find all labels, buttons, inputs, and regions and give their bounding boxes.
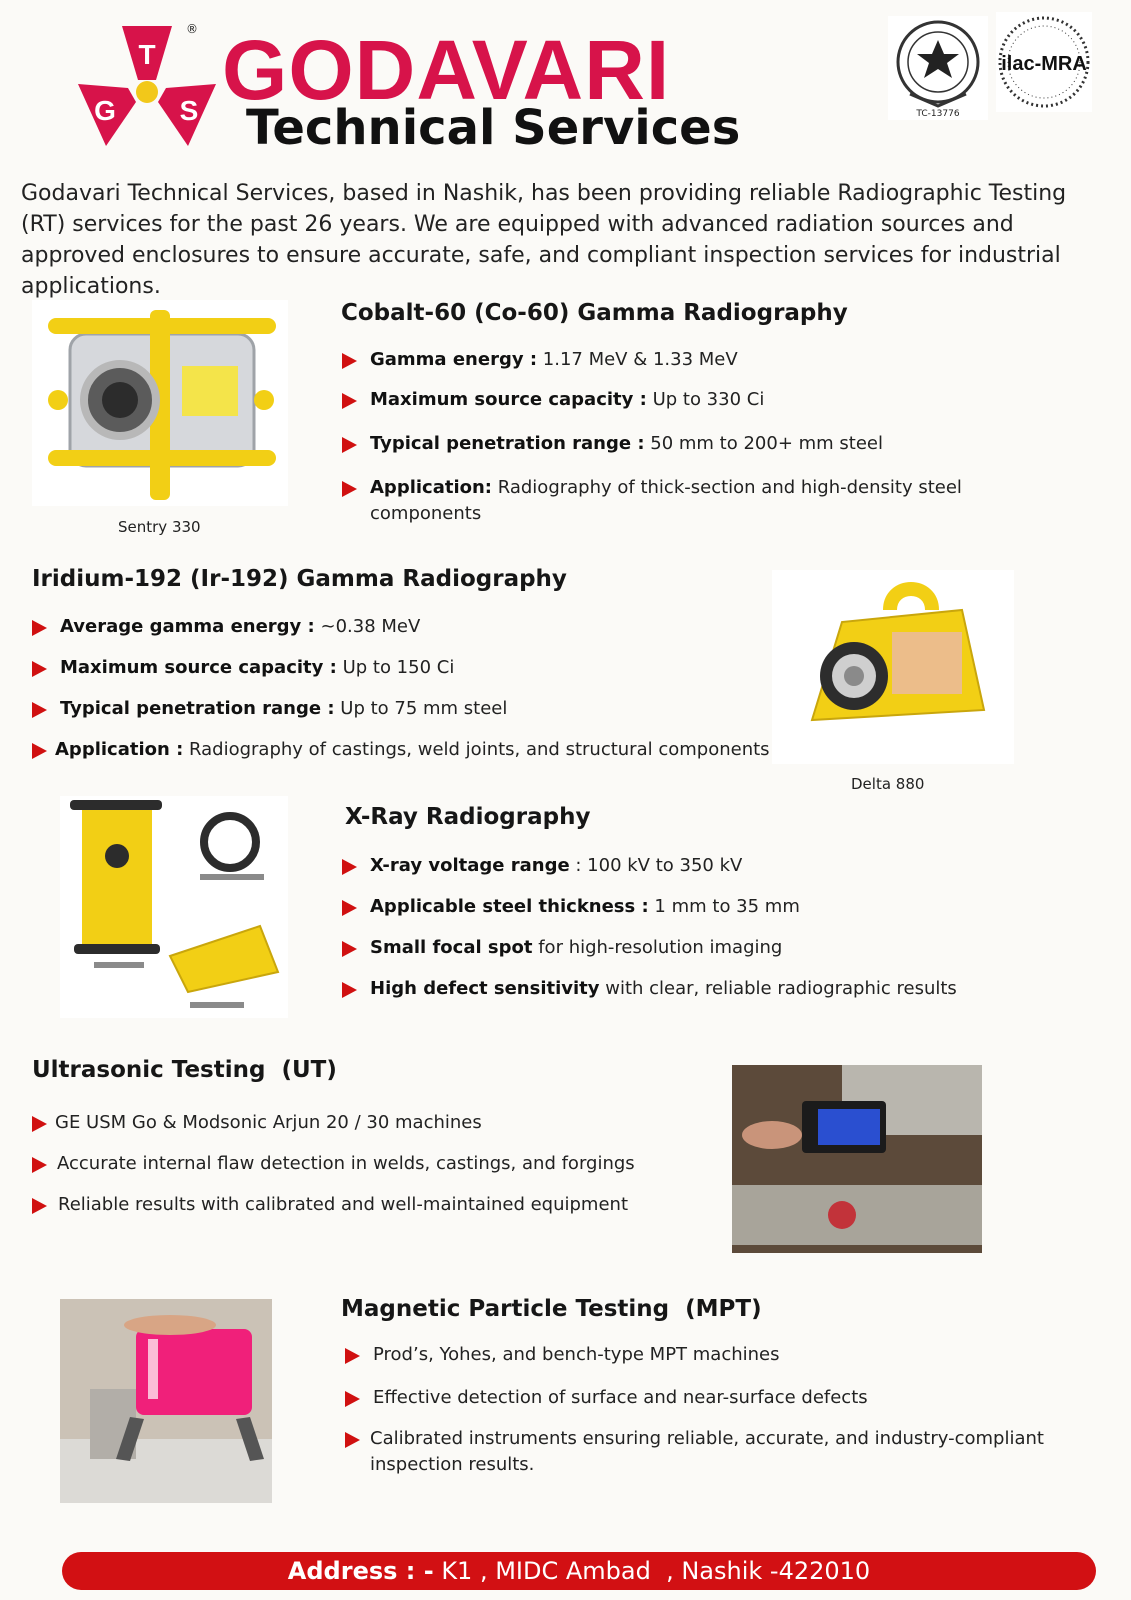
x-ray-heading: X-Ray Radiography [345, 804, 591, 830]
registered-mark: ® [186, 22, 198, 36]
company-logo [72, 22, 222, 152]
iridium-192-list [30, 614, 770, 763]
logo-letter-t: T [138, 39, 156, 70]
mpt-yoke-photo [60, 1299, 272, 1503]
sentry-330-image [32, 300, 288, 506]
x-ray-list [340, 853, 1060, 1002]
cobalt-60-list [340, 347, 1040, 527]
list-item: Calibrated instruments ensuring reliable, accurate, and industry-compliant inspection results. [343, 1426, 1063, 1478]
list-item: Prod’s, Yohes, and bench-type MPT machines [343, 1342, 1063, 1368]
cert-code: TC-13776 [916, 109, 960, 119]
list-item: Gamma energy : 1.17 MeV & 1.33 MeV [340, 347, 1040, 373]
list-item: Application : Radiography of castings, weld joints, and structural components [30, 737, 770, 763]
address-bar [62, 1552, 1096, 1590]
logo-letter-s: S [179, 95, 199, 126]
list-item: Effective detection of surface and near-surface defects [343, 1385, 1063, 1411]
list-item: Average gamma energy : ~0.38 MeV [30, 614, 770, 640]
iridium-192-heading: Iridium-192 (Ir-192) Gamma Radiography [32, 566, 567, 592]
delta-880-image [772, 570, 1014, 764]
list-item: Maximum source capacity : Up to 330 Ci [340, 387, 1040, 413]
list-item: High defect sensitivity with clear, reliable radiographic results [340, 976, 1060, 1002]
brand-name: GODAVARI [222, 23, 671, 117]
list-item: Application: Radiography of thick-section and high-density steel components [340, 475, 1040, 527]
list-item: Maximum source capacity : Up to 150 Ci [30, 655, 770, 681]
intro-paragraph: Godavari Technical Services, based in Nashik, has been providing reliable Radiographic Testing (RT) services for the past 26 years. We are equipped with advanced radiation sources and approved enclosures to ensure accurate, safe, and compliant inspection services for industrial applications. [21, 181, 1067, 299]
list-item: Typical penetration range : Up to 75 mm steel [30, 696, 770, 722]
list-item: GE USM Go & Modsonic Arjun 20 / 30 machines [30, 1110, 690, 1136]
nabl-certification-badge [888, 16, 988, 120]
brand-subtitle: Technical Services [246, 100, 741, 156]
mpt-list [343, 1342, 1063, 1478]
sentry-330-caption: Sentry 330 [118, 518, 201, 536]
list-item: X-ray voltage range : 100 kV to 350 kV [340, 853, 1060, 879]
x-ray-equipment-image [60, 796, 288, 1018]
delta-880-caption: Delta 880 [851, 775, 925, 793]
list-item: Accurate internal flaw detection in welds, castings, and forgings [30, 1151, 690, 1177]
list-item: Reliable results with calibrated and well-maintained equipment [30, 1192, 690, 1218]
ilac-mra-badge [996, 12, 1092, 112]
list-item: Small focal spot for high-resolution imaging [340, 935, 1060, 961]
address-label: Address : - [287, 1557, 434, 1585]
list-item: Applicable steel thickness : 1 mm to 35 mm [340, 894, 1060, 920]
list-item: Typical penetration range : 50 mm to 200+ mm steel [340, 431, 1040, 457]
cobalt-60-heading: Cobalt-60 (Co-60) Gamma Radiography [341, 300, 848, 326]
mpt-heading: Magnetic Particle Testing (MPT) [341, 1296, 762, 1322]
ultrasonic-list [30, 1110, 690, 1218]
address-text: K1 , MIDC Ambad , Nashik -422010 [433, 1557, 871, 1585]
ultrasonic-heading: Ultrasonic Testing (UT) [32, 1057, 337, 1083]
logo-letter-g: G [94, 95, 116, 126]
ultrasonic-testing-photo [732, 1065, 982, 1253]
ilac-mra-text: ilac-MRA [1001, 53, 1087, 75]
